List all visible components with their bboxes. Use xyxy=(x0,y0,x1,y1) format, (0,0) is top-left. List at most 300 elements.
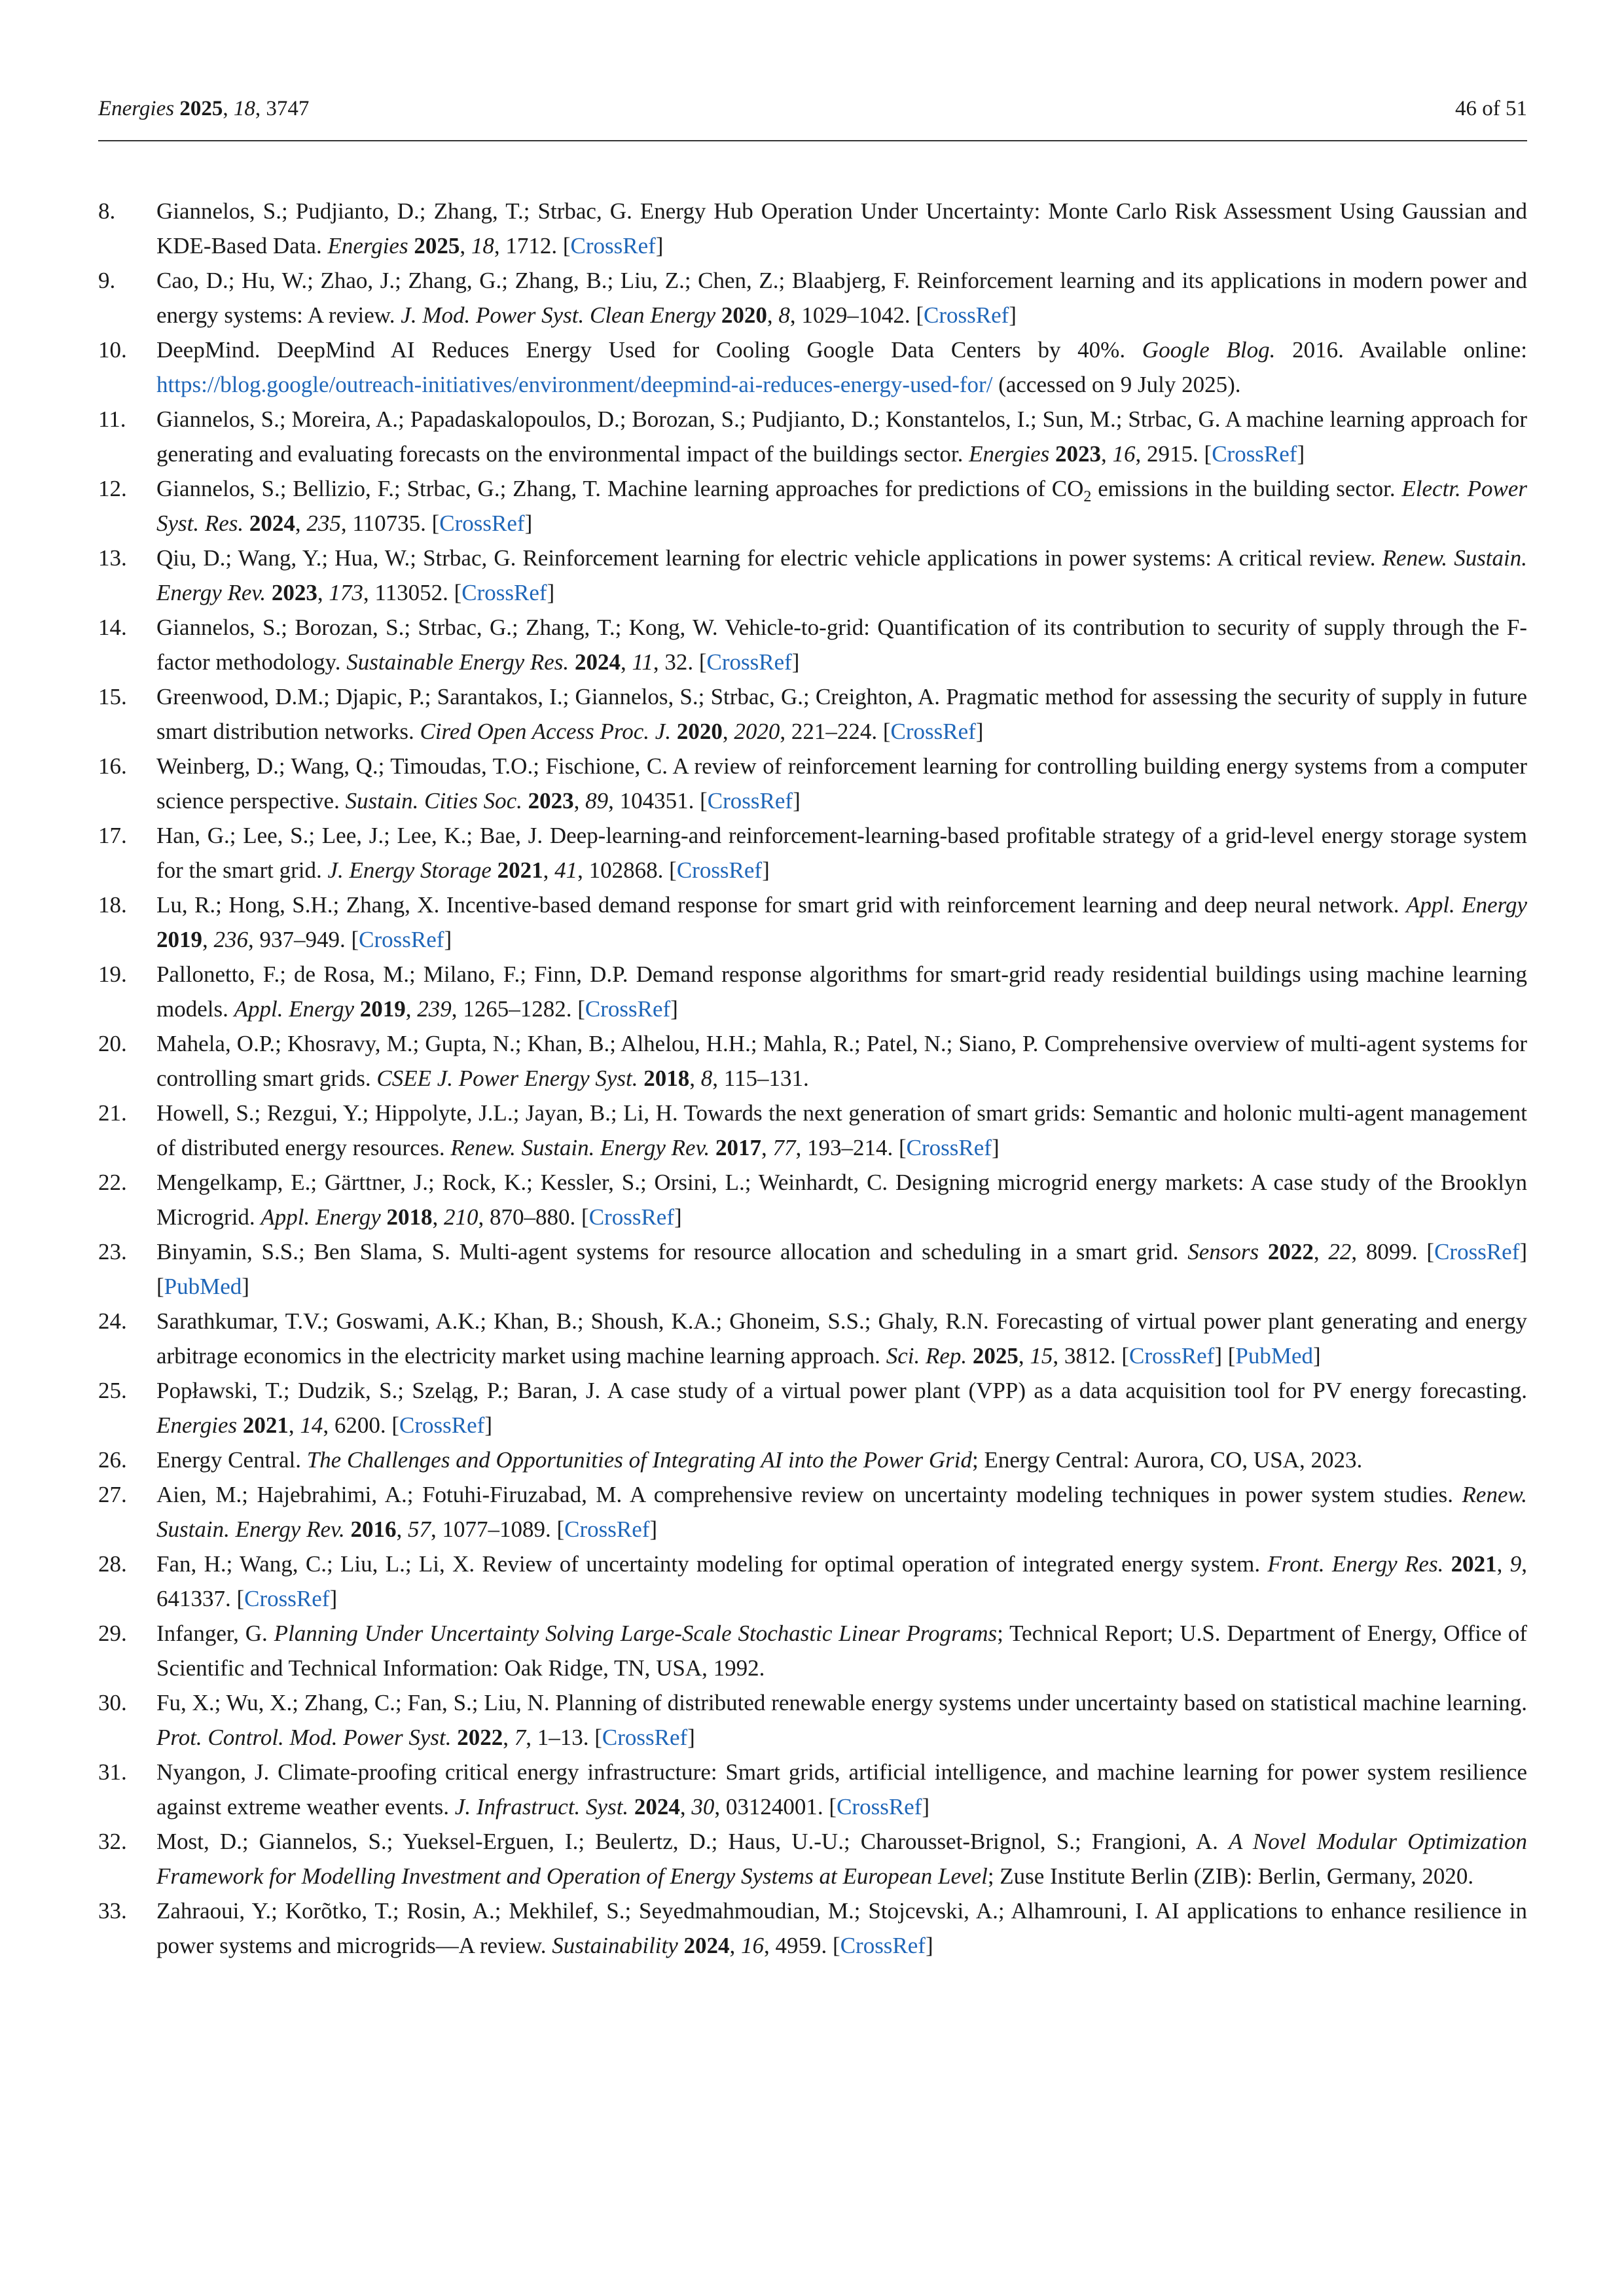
reference-text-segment: ] xyxy=(791,649,800,675)
reference-number: 8. xyxy=(98,198,116,224)
crossref-link[interactable]: CrossRef xyxy=(602,1725,688,1750)
reference-number: 15. xyxy=(98,684,127,709)
reference-text-segment: , xyxy=(432,1204,444,1230)
reference-text-segment: , xyxy=(679,1794,692,1820)
reference-item xyxy=(98,1616,1527,1685)
crossref-link[interactable]: CrossRef xyxy=(359,927,444,952)
reference-text xyxy=(156,1165,1527,1234)
reference-text xyxy=(156,1616,1527,1685)
crossref-link[interactable]: CrossRef xyxy=(924,302,1009,328)
reference-text xyxy=(156,332,1527,402)
reference-text-segment: , xyxy=(767,302,779,328)
reference-item xyxy=(98,1893,1527,1963)
pubmed-link[interactable]: PubMed xyxy=(1235,1343,1313,1369)
page-header xyxy=(98,93,1527,141)
reference-text-segment: , 8099. [ xyxy=(1351,1239,1435,1265)
reference-text-segment: ] xyxy=(975,719,984,744)
reference-italic: 77 xyxy=(772,1135,796,1160)
reference-text-segment: ] xyxy=(793,788,801,814)
reference-text xyxy=(156,957,1527,1026)
reference-text-segment: Pallonetto, F.; de Rosa, M.; Milano, F.; Finn, D.P. Demand response algorithms for smart-grid ready residential buildings using machine learning models. xyxy=(156,961,1527,1022)
reference-year: 2020 xyxy=(676,719,723,744)
url-link[interactable]: https://blog.google/outreach-initiatives/environment/deepmind-ai-reduces-energy-used-for/ xyxy=(156,372,993,397)
reference-text-segment: , 102868. [ xyxy=(577,857,677,883)
reference-text-segment: Most, D.; Giannelos, S.; Yueksel-Erguen, I.; Beulertz, D.; Haus, U.-U.; Charousset-Brignol, S.; Frangioni, A. xyxy=(156,1829,1229,1854)
reference-text xyxy=(156,402,1527,471)
reference-item xyxy=(98,1477,1527,1547)
reference-year: 2024 xyxy=(683,1933,730,1958)
reference-text-segment xyxy=(678,1933,684,1958)
reference-italic: Appl. Energy xyxy=(261,1204,381,1230)
reference-italic: 15 xyxy=(1030,1343,1053,1369)
reference-text xyxy=(156,194,1527,263)
crossref-link[interactable]: CrossRef xyxy=(1129,1343,1215,1369)
reference-text-segment: ; Energy Central: Aurora, CO, USA, 2023. xyxy=(971,1447,1363,1473)
reference-item xyxy=(98,402,1527,471)
reference-year: 2021 xyxy=(1451,1551,1497,1577)
reference-text-segment: ] xyxy=(1313,1343,1321,1369)
reference-text-segment: , xyxy=(503,1725,514,1750)
reference-text-segment: ] xyxy=(655,233,664,259)
reference-text-segment: , 104351. [ xyxy=(608,788,708,814)
reference-text-segment xyxy=(1259,1239,1268,1265)
reference-text-segment: ] xyxy=(1009,302,1017,328)
reference-text-segment: DeepMind. DeepMind AI Reduces Energy Used for Cooling Google Data Centers by 40%. xyxy=(156,337,1142,363)
journal-name: Energies xyxy=(98,97,175,120)
reference-year: 2023 xyxy=(1055,441,1102,467)
journal-volume: 18 xyxy=(233,97,255,120)
reference-text-segment: , 03124001. [ xyxy=(714,1794,837,1820)
reference-item xyxy=(98,471,1527,541)
reference-italic: 8 xyxy=(778,302,790,328)
reference-italic: Appl. Energy xyxy=(234,996,354,1022)
reference-year: 2025 xyxy=(414,233,460,259)
pubmed-link[interactable]: PubMed xyxy=(164,1274,242,1299)
reference-text-segment: Cao, D.; Hu, W.; Zhao, J.; Zhang, G.; Zhang, B.; Liu, Z.; Chen, Z.; Blaabjerg, F. Reinforcement learning and its applications in modern power and energy systems: A review. xyxy=(156,268,1527,328)
reference-text xyxy=(156,1096,1527,1165)
reference-number: 32. xyxy=(98,1829,127,1854)
reference-text-segment: Fu, X.; Wu, X.; Zhang, C.; Fan, S.; Liu, N. Planning of distributed renewable energy systems under uncertainty based on statistical machine learning. xyxy=(156,1690,1527,1715)
reference-italic: 22 xyxy=(1328,1239,1352,1265)
reference-text-segment: , 221–224. [ xyxy=(780,719,891,744)
reference-year: 2024 xyxy=(634,1794,680,1820)
reference-number: 18. xyxy=(98,892,127,918)
reference-text xyxy=(156,471,1527,541)
reference-text xyxy=(156,1443,1527,1477)
reference-text xyxy=(156,610,1527,679)
crossref-link[interactable]: CrossRef xyxy=(439,511,525,536)
reference-italic: Sustain. Cities Soc. xyxy=(345,788,522,814)
reference-italic: 30 xyxy=(691,1794,715,1820)
reference-italic: Planning Under Uncertainty Solving Large-Scale Stochastic Linear Programs xyxy=(274,1621,998,1646)
reference-text-segment: Mahela, O.P.; Khosravy, M.; Gupta, N.; Khan, B.; Alhelou, H.H.; Mahla, R.; Patel, N.; Siano, P. Comprehensive overview of multi-agent systems for controlling smart grids. xyxy=(156,1031,1527,1091)
reference-number: 31. xyxy=(98,1759,127,1785)
reference-text-segment: ] xyxy=(484,1412,492,1438)
reference-text xyxy=(156,1893,1527,1963)
crossref-link[interactable]: CrossRef xyxy=(244,1586,330,1611)
reference-italic: J. Energy Storage xyxy=(327,857,492,883)
crossref-link[interactable]: CrossRef xyxy=(461,580,547,605)
reference-text-segment: ] xyxy=(242,1274,249,1299)
reference-text-segment: Qiu, D.; Wang, Y.; Hua, W.; Strbac, G. Reinforcement learning for electric vehicle applications in power systems: A critical review. xyxy=(156,545,1382,571)
crossref-link[interactable]: CrossRef xyxy=(906,1135,992,1160)
reference-item xyxy=(98,1755,1527,1824)
reference-text-segment: , 3812. [ xyxy=(1053,1343,1130,1369)
crossref-link[interactable]: CrossRef xyxy=(399,1412,485,1438)
reference-year: 2021 xyxy=(242,1412,289,1438)
reference-text xyxy=(156,818,1527,888)
reference-text-segment: , xyxy=(722,719,734,744)
reference-text-segment: ] xyxy=(444,927,452,952)
reference-text xyxy=(156,679,1527,749)
reference-text-segment xyxy=(715,302,721,328)
reference-text-segment: ] xyxy=(649,1516,658,1542)
reference-text-segment: ] xyxy=(925,1933,933,1958)
reference-text xyxy=(156,1824,1527,1893)
reference-text-segment: Sarathkumar, T.V.; Goswami, A.K.; Khan, B.; Shoush, K.A.; Ghoneim, S.S.; Ghaly, R.N. Forecasting of virtual power plant generating and energy arbitrage economics in the electricity market using machine learning approach. xyxy=(156,1308,1527,1369)
reference-text-segment: , 193–214. [ xyxy=(795,1135,907,1160)
reference-text-segment: , xyxy=(295,511,307,536)
reference-text xyxy=(156,263,1527,332)
reference-text-segment xyxy=(244,511,249,536)
reference-number: 21. xyxy=(98,1100,127,1126)
reference-italic: Sensors xyxy=(1187,1239,1259,1265)
reference-text-segment: , 2915. [ xyxy=(1135,441,1212,467)
reference-text xyxy=(156,1373,1527,1443)
reference-item xyxy=(98,1824,1527,1893)
reference-text-segment xyxy=(354,996,360,1022)
reference-text-segment: ] [ xyxy=(156,1239,1528,1299)
reference-year: 2023 xyxy=(528,788,574,814)
reference-text-segment: Giannelos, S.; Borozan, S.; Strbac, G.; Zhang, T.; Kong, W. Vehicle-to-grid: Quantification of its contribution to security of supply through the F-factor methodology. xyxy=(156,615,1527,675)
reference-text-segment: Aien, M.; Hajebrahimi, A.; Fotuhi-Firuzabad, M. A comprehensive review on uncertainty modeling techniques in power system studies. xyxy=(156,1482,1462,1507)
reference-text-segment: Infanger, G. xyxy=(156,1621,274,1646)
reference-number: 14. xyxy=(98,615,127,640)
reference-year: 2023 xyxy=(271,580,317,605)
reference-number: 28. xyxy=(98,1551,127,1577)
reference-text xyxy=(156,1234,1527,1304)
reference-text-segment: , xyxy=(405,996,418,1022)
reference-number: 9. xyxy=(98,268,116,293)
reference-year: 2025 xyxy=(972,1343,1019,1369)
reference-italic: Prot. Control. Mod. Power Syst. xyxy=(156,1725,452,1750)
reference-italic: Google Blog. xyxy=(1142,337,1276,363)
reference-number: 27. xyxy=(98,1482,127,1507)
reference-italic: CSEE J. Power Energy Syst. xyxy=(376,1066,638,1091)
reference-italic: A Novel Modular Optimization Framework for Modelling Investment and Operation of Energy Systems at European Level xyxy=(156,1829,1527,1889)
reference-text-segment: , 641337. [ xyxy=(156,1551,1528,1611)
reference-number: 25. xyxy=(98,1378,127,1403)
journal-sep-2: , xyxy=(255,97,266,120)
reference-year: 2022 xyxy=(457,1725,503,1750)
reference-text-segment xyxy=(569,649,575,675)
reference-text-segment: ] xyxy=(547,580,555,605)
reference-text-segment: Giannelos, S.; Pudjianto, D.; Zhang, T.; Strbac, G. Energy Hub Operation Under Uncertainty: Monte Carlo Risk Assessment Using Gaussian and KDE-Based Data. xyxy=(156,198,1527,259)
reference-text xyxy=(156,1304,1527,1373)
reference-text-segment xyxy=(492,857,497,883)
reference-text-segment: Greenwood, D.M.; Djapic, P.; Sarantakos, I.; Giannelos, S.; Strbac, G.; Creighton, A. Pragmatic method for assessing the security of supply in future smart distribution networks. xyxy=(156,684,1527,744)
reference-year: 2016 xyxy=(350,1516,397,1542)
crossref-link[interactable]: CrossRef xyxy=(1434,1239,1520,1265)
reference-italic: 2020 xyxy=(734,719,780,744)
crossref-link[interactable]: CrossRef xyxy=(890,719,976,744)
reference-italic: Electr. Power Syst. Res. xyxy=(156,476,1527,536)
reference-text-segment xyxy=(451,1725,457,1750)
reference-item xyxy=(98,679,1527,749)
reference-text-segment: , 113052. [ xyxy=(363,580,462,605)
reference-subscript: 2 xyxy=(1083,488,1092,505)
reference-italic: 16 xyxy=(741,1933,765,1958)
reference-item xyxy=(98,1373,1527,1443)
reference-text-segment: ] [ xyxy=(1214,1343,1236,1369)
reference-text-segment: ] xyxy=(687,1725,695,1750)
reference-item xyxy=(98,194,1527,263)
reference-text-segment: Popławski, T.; Dudzik, S.; Szeląg, P.; Baran, J. A case study of a virtual power plant (VPP) as a data acquisition tool for PV energy forecasting. xyxy=(156,1378,1527,1403)
reference-italic: 41 xyxy=(554,857,578,883)
reference-italic: 11 xyxy=(632,649,653,675)
reference-italic: 8 xyxy=(700,1066,713,1091)
page-number: 46 of 51 xyxy=(1455,97,1527,120)
reference-item xyxy=(98,1304,1527,1373)
reference-italic: Sci. Rep. xyxy=(886,1343,967,1369)
reference-text-segment xyxy=(237,1412,243,1438)
reference-text-segment: , xyxy=(573,788,586,814)
reference-text-segment: ] xyxy=(991,1135,1000,1160)
reference-number: 17. xyxy=(98,823,127,848)
reference-number: 16. xyxy=(98,753,127,779)
reference-number: 26. xyxy=(98,1447,127,1473)
reference-italic: J. Infrastruct. Syst. xyxy=(454,1794,629,1820)
reference-italic: Renew. Sustain. Energy Rev. xyxy=(450,1135,710,1160)
crossref-link[interactable]: CrossRef xyxy=(588,1204,674,1230)
reference-text xyxy=(156,1755,1527,1824)
reference-text-segment: , 4959. [ xyxy=(764,1933,840,1958)
reference-year: 2019 xyxy=(156,927,202,952)
crossref-link[interactable]: CrossRef xyxy=(840,1933,926,1958)
reference-text-segment xyxy=(522,788,528,814)
crossref-link[interactable]: CrossRef xyxy=(564,1516,650,1542)
reference-italic: 18 xyxy=(471,233,494,259)
reference-italic: Renew. Sustain. Energy Rev. xyxy=(156,1482,1527,1542)
reference-text-segment: , 115–131. xyxy=(712,1066,809,1091)
reference-year: 2022 xyxy=(1267,1239,1314,1265)
reference-italic: Renew. Sustain. Energy Rev. xyxy=(156,545,1528,605)
reference-number: 24. xyxy=(98,1308,127,1334)
reference-number: 19. xyxy=(98,961,127,987)
reference-text-segment xyxy=(266,580,272,605)
reference-item xyxy=(98,610,1527,679)
reference-italic: Sustainable Energy Res. xyxy=(346,649,569,675)
reference-text-segment: , 1–13. [ xyxy=(526,1725,602,1750)
reference-text-segment: , xyxy=(1496,1551,1510,1577)
reference-number: 23. xyxy=(98,1239,127,1265)
reference-number: 12. xyxy=(98,476,127,501)
reference-text-segment: Howell, S.; Rezgui, Y.; Hippolyte, J.L.; Jayan, B.; Li, H. Towards the next generation of smart grids: Semantic and holonic multi-agent management of distributed energy resources. xyxy=(156,1100,1527,1160)
reference-italic: 235 xyxy=(306,511,341,536)
reference-italic: 9 xyxy=(1509,1551,1522,1577)
reference-text-segment: ; Technical Report; U.S. Department of Energy, Office of Scientific and Technical Information: Oak Ridge, TN, USA, 1992. xyxy=(156,1621,1527,1681)
reference-text-segment xyxy=(381,1204,387,1230)
journal-citation xyxy=(98,97,309,121)
reference-text-segment xyxy=(1443,1551,1451,1577)
crossref-link[interactable]: CrossRef xyxy=(706,649,792,675)
reference-text xyxy=(156,541,1527,610)
reference-text-segment: Giannelos, S.; Bellizio, F.; Strbac, G.; Zhang, T. Machine learning approaches for predictions of CO xyxy=(156,476,1084,501)
reference-text-segment: Lu, R.; Hong, S.H.; Zhang, X. Incentive-based demand response for smart grid with reinforcement learning and deep neural network. xyxy=(156,892,1406,918)
reference-number: 10. xyxy=(98,337,127,363)
reference-italic: Cired Open Access Proc. J. xyxy=(420,719,672,744)
reference-text-segment: ] xyxy=(762,857,770,883)
reference-item xyxy=(98,332,1527,402)
reference-text xyxy=(156,1477,1527,1547)
reference-text-segment: , xyxy=(729,1933,742,1958)
reference-text xyxy=(156,749,1527,818)
reference-text-segment: ] xyxy=(329,1586,338,1611)
reference-italic: J. Mod. Power Syst. Clean Energy xyxy=(401,302,716,328)
reference-text-segment: , xyxy=(460,233,471,259)
reference-text-segment: , xyxy=(1018,1343,1030,1369)
reference-italic: Energies xyxy=(327,233,408,259)
crossref-link[interactable]: CrossRef xyxy=(585,996,671,1022)
reference-number: 11. xyxy=(98,406,126,432)
reference-text-segment: 2016. Available online: xyxy=(1275,337,1528,363)
crossref-link[interactable]: CrossRef xyxy=(1212,441,1297,467)
reference-year: 2018 xyxy=(643,1066,690,1091)
reference-year: 2021 xyxy=(497,857,543,883)
reference-text-segment: , 870–880. [ xyxy=(478,1204,589,1230)
reference-item xyxy=(98,818,1527,888)
reference-text-segment xyxy=(710,1135,715,1160)
reference-item xyxy=(98,1234,1527,1304)
reference-italic: 239 xyxy=(417,996,452,1022)
reference-italic: Energies xyxy=(969,441,1050,467)
reference-text-segment: emissions in the building sector. xyxy=(1091,476,1402,501)
reference-italic: 7 xyxy=(514,1725,526,1750)
reference-item xyxy=(98,1026,1527,1096)
reference-italic: 210 xyxy=(444,1204,478,1230)
reference-text xyxy=(156,1685,1527,1755)
reference-text-segment: , xyxy=(1101,441,1113,467)
reference-text-segment: Binyamin, S.S.; Ben Slama, S. Multi-agent systems for resource allocation and scheduling in a smart grid. xyxy=(156,1239,1188,1265)
journal-year: 2025 xyxy=(179,97,223,120)
reference-italic: Front. Energy Res. xyxy=(1267,1551,1444,1577)
crossref-link[interactable]: CrossRef xyxy=(676,857,763,883)
crossref-link[interactable]: CrossRef xyxy=(707,788,793,814)
reference-italic: Energies xyxy=(156,1412,238,1438)
reference-text-segment: , 1029–1042. [ xyxy=(789,302,924,328)
reference-item xyxy=(98,888,1527,957)
reference-item xyxy=(98,1096,1527,1165)
reference-text-segment: , 937–949. [ xyxy=(248,927,359,952)
crossref-link[interactable]: CrossRef xyxy=(837,1794,922,1820)
reference-number: 29. xyxy=(98,1621,127,1646)
reference-text-segment: , xyxy=(202,927,214,952)
reference-item xyxy=(98,541,1527,610)
reference-text-segment: , xyxy=(317,580,329,605)
reference-text-segment: , 1265–1282. [ xyxy=(451,996,585,1022)
reference-italic: 57 xyxy=(407,1516,431,1542)
reference-text-segment: , xyxy=(689,1066,701,1091)
reference-text-segment xyxy=(967,1343,973,1369)
reference-text-segment: , 6200. [ xyxy=(323,1412,400,1438)
reference-text-segment: , 110735. [ xyxy=(340,511,440,536)
reference-number: 30. xyxy=(98,1690,127,1715)
reference-text-segment: Weinberg, D.; Wang, Q.; Timoudas, T.O.; Fischione, C. A review of reinforcement learning for controlling building energy systems from a computer science perspective. xyxy=(156,753,1527,814)
reference-italic: The Challenges and Opportunities of Integrating AI into the Power Grid xyxy=(306,1447,972,1473)
reference-text-segment xyxy=(671,719,677,744)
reference-item xyxy=(98,749,1527,818)
reference-year: 2024 xyxy=(249,511,295,536)
reference-italic: 173 xyxy=(329,580,363,605)
reference-item xyxy=(98,1165,1527,1234)
reference-italic: 14 xyxy=(300,1412,323,1438)
reference-item xyxy=(98,263,1527,332)
reference-text-segment: , xyxy=(543,857,555,883)
reference-text-segment: ] xyxy=(524,511,533,536)
reference-year: 2017 xyxy=(715,1135,762,1160)
reference-item xyxy=(98,1547,1527,1616)
reference-item xyxy=(98,1685,1527,1755)
reference-text-segment: Mengelkamp, E.; Gärttner, J.; Rock, K.; Kessler, S.; Orsini, L.; Weinhardt, C. Designing microgrid energy markets: A case study of the Brooklyn Microgrid. xyxy=(156,1170,1527,1230)
journal-sep-1: , xyxy=(223,97,234,120)
reference-year: 2024 xyxy=(574,649,621,675)
reference-text-segment: , xyxy=(1313,1239,1329,1265)
reference-text-segment: ] xyxy=(922,1794,930,1820)
reference-text-segment: ; Zuse Institute Berlin (ZIB): Berlin, Germany, 2020. xyxy=(987,1863,1474,1889)
reference-item xyxy=(98,957,1527,1026)
reference-year: 2020 xyxy=(721,302,767,328)
reference-text-segment: , 32. [ xyxy=(653,649,707,675)
reference-italic: Appl. Energy xyxy=(1405,892,1528,918)
reference-year: 2019 xyxy=(359,996,406,1022)
reference-number: 33. xyxy=(98,1898,127,1924)
reference-text-segment: , xyxy=(288,1412,300,1438)
crossref-link[interactable]: CrossRef xyxy=(570,233,656,259)
reference-text-segment xyxy=(628,1794,634,1820)
reference-text-segment: ] xyxy=(674,1204,682,1230)
reference-italic: 236 xyxy=(213,927,248,952)
reference-text-segment: Han, G.; Lee, S.; Lee, J.; Lee, K.; Bae, J. Deep-learning-and reinforcement-learning-based profitable strategy of a grid-level energy storage system for the smart grid. xyxy=(156,823,1527,883)
reference-text xyxy=(156,1547,1527,1616)
reference-text-segment: Nyangon, J. Climate-proofing critical energy infrastructure: Smart grids, artificial intelligence, and machine learning for power system resilience against extreme weather events. xyxy=(156,1759,1527,1820)
reference-text-segment: Energy Central. xyxy=(156,1447,307,1473)
reference-text-segment: , 1077–1089. [ xyxy=(430,1516,565,1542)
reference-italic: 89 xyxy=(585,788,609,814)
reference-text-segment xyxy=(1049,441,1055,467)
reference-year: 2018 xyxy=(386,1204,433,1230)
reference-italic: 16 xyxy=(1112,441,1136,467)
reference-text-segment: ] xyxy=(1297,441,1305,467)
reference-text-segment: ] xyxy=(670,996,678,1022)
reference-text-segment: Zahraoui, Y.; Korõtko, T.; Rosin, A.; Mekhilef, S.; Seyedmahmoudian, M.; Stojcevski, A.; Alhamrouni, I. AI applications to enhance resilience in power systems and microgrids—A review. xyxy=(156,1898,1527,1958)
reference-text-segment: , xyxy=(761,1135,773,1160)
reference-number: 13. xyxy=(98,545,127,571)
reference-text-segment: , xyxy=(396,1516,408,1542)
journal-article: 3747 xyxy=(266,97,310,120)
reference-text-segment: Fan, H.; Wang, C.; Liu, L.; Li, X. Review of uncertainty modeling for optimal operation of integrated energy system. xyxy=(156,1551,1268,1577)
reference-text-segment: Giannelos, S.; Moreira, A.; Papadaskalopoulos, D.; Borozan, S.; Pudjianto, D.; Konstantelos, I.; Sun, M.; Strbac, G. A machine learning approach for generating and evaluating forecasts on the environmental impact of the buildings sector. xyxy=(156,406,1527,467)
reference-text-segment: , xyxy=(620,649,632,675)
reference-text-segment: , 1712. [ xyxy=(494,233,571,259)
reference-text xyxy=(156,1026,1527,1096)
reference-number: 22. xyxy=(98,1170,127,1195)
reference-item xyxy=(98,1443,1527,1477)
reference-list xyxy=(98,194,1527,1963)
reference-italic: Sustainability xyxy=(552,1933,678,1958)
reference-text-segment xyxy=(638,1066,644,1091)
reference-number: 20. xyxy=(98,1031,127,1056)
reference-text-segment: (accessed on 9 July 2025). xyxy=(992,372,1241,397)
